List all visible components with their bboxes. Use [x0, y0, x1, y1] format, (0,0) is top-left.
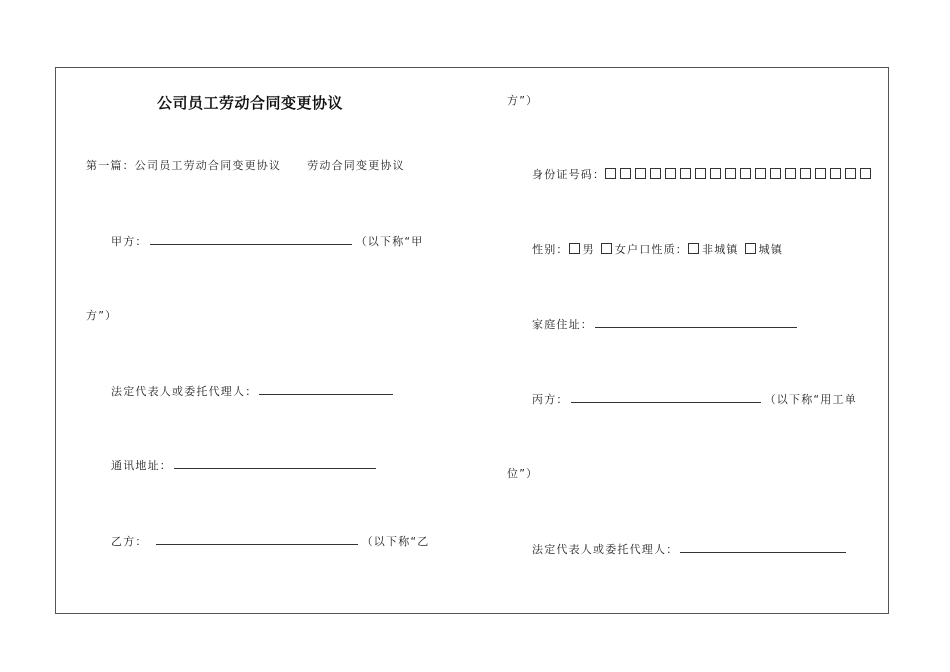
id-digit-box[interactable] — [695, 168, 706, 179]
address-label: 通讯地址： — [111, 459, 172, 472]
id-digit-box[interactable] — [650, 168, 661, 179]
address-field[interactable] — [174, 459, 376, 469]
document-frame — [55, 67, 889, 614]
id-digit-box[interactable] — [800, 168, 811, 179]
party-b-wrap: 方”） — [507, 94, 539, 107]
town-label: 城镇 — [758, 243, 784, 256]
legal-rep-field-right[interactable] — [680, 543, 846, 553]
party-c-label: 丙方： — [532, 393, 569, 406]
legal-rep-line-left — [111, 385, 397, 399]
party-b-line — [111, 535, 430, 549]
party-b-field[interactable] — [156, 535, 358, 545]
id-digit-box[interactable] — [755, 168, 766, 179]
legal-rep-label-left: 法定代表人或委托代理人： — [111, 385, 258, 398]
id-number-boxes[interactable] — [605, 168, 875, 181]
chapter-heading — [86, 159, 405, 173]
legal-rep-line-right — [532, 543, 850, 557]
id-digit-box[interactable] — [605, 168, 616, 179]
party-a-label: 甲方： — [111, 235, 148, 248]
id-digit-box[interactable] — [635, 168, 646, 179]
address-line — [111, 459, 380, 473]
chapter-title: 第一篇：公司员工劳动合同变更协议 — [86, 159, 282, 172]
id-digit-box[interactable] — [860, 168, 871, 179]
non-town-label: 非城镇 — [702, 243, 739, 256]
home-address-field[interactable] — [595, 318, 797, 328]
party-a-suffix: （以下称“甲 — [355, 235, 424, 248]
id-digit-box[interactable] — [620, 168, 631, 179]
party-a-line — [111, 235, 424, 249]
home-address-line — [532, 318, 801, 332]
party-c-field[interactable] — [571, 393, 761, 403]
party-c-wrap: 位”） — [507, 467, 539, 480]
chapter-subtitle: 劳动合同变更协议 — [307, 159, 405, 172]
party-a-wrap: 方”） — [86, 309, 118, 322]
id-digit-box[interactable] — [830, 168, 841, 179]
home-address-label: 家庭住址： — [532, 318, 593, 331]
id-digit-box[interactable] — [845, 168, 856, 179]
id-digit-box[interactable] — [785, 168, 796, 179]
id-number-line — [532, 168, 875, 182]
gender-line — [532, 243, 783, 257]
party-b-label: 乙方： — [111, 535, 148, 548]
female-checkbox[interactable] — [601, 243, 612, 254]
hukou-label: 女户口性质： — [614, 243, 689, 256]
party-c-line — [532, 393, 857, 407]
id-digit-box[interactable] — [710, 168, 721, 179]
gender-label: 性别： — [532, 243, 569, 256]
party-b-suffix: （以下称“乙 — [361, 535, 430, 548]
id-digit-box[interactable] — [680, 168, 691, 179]
party-a-field[interactable] — [150, 235, 352, 245]
non-town-checkbox[interactable] — [688, 243, 699, 254]
id-digit-box[interactable] — [815, 168, 826, 179]
party-c-suffix: （以下称“用工单 — [764, 393, 857, 406]
id-digit-box[interactable] — [740, 168, 751, 179]
male-checkbox[interactable] — [569, 243, 580, 254]
male-label: 男 — [582, 243, 595, 256]
id-digit-box[interactable] — [725, 168, 736, 179]
town-checkbox[interactable] — [745, 243, 756, 254]
legal-rep-field-left[interactable] — [259, 385, 393, 395]
legal-rep-label-right: 法定代表人或委托代理人： — [532, 543, 679, 556]
id-digit-box[interactable] — [770, 168, 781, 179]
id-digit-box[interactable] — [665, 168, 676, 179]
id-number-label: 身份证号码： — [532, 168, 606, 181]
document-title: 公司员工劳动合同变更协议 — [157, 94, 344, 112]
